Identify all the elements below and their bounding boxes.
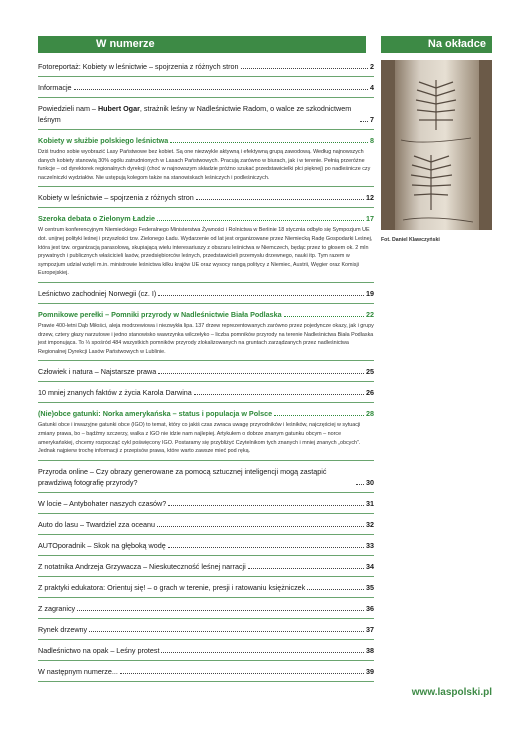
table-of-contents (38, 60, 374, 686)
leader-dots (194, 394, 364, 395)
toc-entry[interactable] (38, 644, 374, 661)
leader-dots (168, 505, 364, 506)
entry-title: (Nie)obce gatunki: Norka amerykańska – status i populacja w Polsce (38, 409, 273, 419)
leader-dots (77, 610, 364, 611)
entry-page: 38 (366, 645, 374, 655)
leader-dots (360, 121, 368, 122)
entry-page: 4 (370, 83, 374, 92)
leader-dots (74, 89, 368, 90)
toc-entry[interactable] (38, 191, 374, 208)
toc-entry-featured[interactable] (38, 407, 374, 460)
entry-page: 25 (366, 367, 374, 377)
toc-entry-featured[interactable] (38, 308, 374, 361)
leader-dots (89, 631, 364, 632)
entry-page: 30 (366, 477, 374, 487)
toc-entry-featured[interactable] (38, 134, 374, 187)
entry-description: Dziś trudno sobie wyobrazić Lasy Państwowe bez kobiet. Są one niezwykle aktywną i efektywną grupą zawodową. Według najnowszych danych kobiety stanowią 30% ogółu zatrudnionych w Lasach Państwowych. Pracują zarówno w biurach, jak i w terenie. Pełnią przeróżne funkcje – od dyrektorek regionalnych dyrekcji (choć w najnowszym składzie próżno szukać przedstawicielki płci pięknej) po nadleśniczе czy naczelniczki wydziałów. Nie ustępują kolegom także na stanowiskach leśniczych i podleśniczych. (38, 149, 371, 181)
leader-dots (168, 547, 364, 548)
toc-entry[interactable] (38, 581, 374, 598)
leader-dots (274, 415, 364, 416)
leader-dots (356, 484, 364, 485)
entry-title: Przyroda online – Czy obrazy generowane za pomocą sztucznej inteligencji mogą zastąpić prawdziwą fotografię przyrody? (38, 466, 327, 487)
entry-title: W następnym numerze... (38, 666, 118, 676)
leader-dots (120, 673, 364, 674)
leader-dots (170, 142, 368, 143)
leader-dots (161, 652, 364, 653)
entry-title: Pomnikowe perełki – Pomniki przyrody w Nadleśnictwie Biała Podlaska (38, 309, 282, 319)
leader-dots (158, 373, 364, 374)
toc-entry[interactable] (38, 287, 374, 304)
toc-entry[interactable] (38, 665, 374, 682)
toc-entry[interactable] (38, 497, 374, 514)
entry-title: Kobiety w służbie polskiego leśnictwa (38, 136, 169, 145)
toc-entry[interactable] (38, 102, 374, 130)
leader-dots (248, 568, 364, 569)
header-divider (38, 51, 366, 53)
entry-title (38, 103, 358, 125)
entry-page: 7 (370, 115, 374, 124)
entry-page: 35 (366, 582, 374, 592)
toc-entry[interactable] (38, 539, 374, 556)
entry-title: 10 mniej znanych faktów z życia Karola Darwina (38, 388, 192, 398)
leader-dots (284, 316, 364, 317)
toc-entry[interactable] (38, 81, 374, 98)
toc-entry[interactable] (38, 60, 374, 77)
entry-title: Z notatnika Andrzeja Grzywacza – Nieskuteczność leśnej narracji (38, 561, 246, 571)
toc-entry[interactable] (38, 465, 374, 493)
entry-title: Informacje (38, 83, 72, 92)
cover-photo (381, 60, 492, 230)
entry-page: 28 (366, 409, 374, 419)
leader-dots (307, 589, 364, 590)
toc-entry[interactable] (38, 386, 374, 403)
entry-page: 31 (366, 498, 374, 508)
photo-caption: Fot. Daniel Klawczyński (381, 237, 440, 243)
toc-entry-featured[interactable] (38, 212, 374, 283)
entry-page: 37 (366, 624, 374, 634)
leader-dots (158, 295, 364, 296)
entry-description: Prawie 400-letni Dąb Miłości, aleja modrzewiowa i niezwykła lipa. 137 drzew reprezentowanych zarówno przez pojedyncze okazy, jak i grupy drzew, cztery głazy narzutowe i jedno stanowisko wawrzynka wilczełyko – liczba pomników przyrody na terenie Nadleśnictwa Biała Podlaska jest imponująca. To ⅓ spośród 484 wszystkich pomników przyrody zlokalizowanych na gruntach zarządzanych przez nadleśnictwa Regionalnej Dyrekcji Lasów Państwowych w Lublinie. (38, 322, 374, 355)
title-suffix: , strażnik leśny w Nadleśnictwie Radom, o walce ze szkodnictwem leśnym (38, 104, 352, 124)
entry-page: 36 (366, 603, 374, 613)
entry-title: AUTOporadnik – Skok na głęboką wodę (38, 540, 166, 550)
entry-page: 26 (366, 388, 374, 398)
toc-entry[interactable] (38, 623, 374, 640)
entry-page: 17 (366, 214, 374, 224)
entry-title: Człowiek i natura – Najstarsze prawa (38, 367, 157, 377)
title-prefix: Powiedzieli nam – (38, 104, 98, 113)
entry-description: W centrum konferencyjnym Niemieckiego Federalnego Ministerstwa Żywności i Rolnictwa w Berlinie 18 stycznia odbyło się Sympozjum UE dot. unijnej polityki leśnej i przyszłości tzw. Zielonego Ładu. Wydarzenie od lat jest organizowane przez Niemiecką Radę Gospodarki Leśnej, która jest tzw. organizacją parasolową, skupiającą wielu interesariuszy z obszaru leśnictwa w Niemczech, będąc przez to głosem ok. 2 mln prywatnych i publicznych właścicieli lasów, przedsiębiorców leśnych, przedstawicieli przemysłu drzewnego, nauki itp. Tym razem w sympozjum udział wzięli m.in. ministrowie leśnictwa kilku krajów UE oraz wysocy rangą politycy z Niemiec, Austrii, Węgier oraz Komisji Europejskiej. (38, 227, 373, 277)
toc-entry[interactable] (38, 365, 374, 382)
entry-page: 12 (366, 193, 374, 203)
toc-entry[interactable] (38, 602, 374, 619)
entry-title: Z praktyki edukatora: Orientuj się! – o grach w terenie, presji i ratowaniu księżniczek (38, 582, 306, 592)
leader-dots (157, 220, 364, 221)
entry-description: Gatunki obce i inwazyjne gatunki obce (IGO) to temat, który co jakiś czas zwraca uwagę przyrodników i leśników, najczęściej w sytuacji zmiany prawa, bo – bądźmy szczerzy, walka z IGO nie idzie nam najlepiej. Artykułem o dobrze znanym gatunku obcym – norce amerykańskiej, chcemy rozpocząć cykl poświęcony IGO. Postaramy się przybliżyć Czytelnikom tych znanych i mniej znanych „obcych”. Jednak najpierw trochę informacji z przepisów prawa, które warto zawsze mieć pod ręką. (38, 422, 361, 455)
section-header-contents: W numerze (38, 36, 366, 52)
entry-page: 39 (366, 666, 374, 676)
entry-page: 19 (366, 288, 374, 298)
leader-dots (157, 526, 364, 527)
entry-title: Rynek drzewny (38, 624, 88, 634)
entry-title: Fotoreportaż: Kobiety w leśnictwie – spojrzenia z różnych stron (38, 62, 239, 71)
entry-page: 2 (370, 62, 374, 71)
leader-dots (196, 199, 364, 200)
entry-page: 22 (366, 309, 374, 319)
leader-dots (241, 68, 368, 69)
entry-page: 32 (366, 519, 374, 529)
section-header-cover: Na okładce (381, 36, 492, 52)
entry-page: 8 (370, 136, 374, 145)
entry-page: 33 (366, 540, 374, 550)
toc-entry[interactable] (38, 518, 374, 535)
interviewee-name: Hubert Ogar (97, 104, 140, 113)
toc-entry[interactable] (38, 560, 374, 577)
entry-title: Leśnictwo zachodniej Norwegii (cz. I) (38, 288, 157, 298)
entry-title: Nadleśnictwo na opak – Leśny protest (38, 645, 160, 655)
entry-title: W locie – Antybohater naszych czasów? (38, 498, 167, 508)
entry-title: Auto do lasu – Twardziel zza oceanu (38, 519, 155, 529)
entry-title: Kobiety w leśnictwie – spojrzenia z różnych stron (38, 193, 194, 203)
website-link[interactable]: www.laspolski.pl (411, 687, 492, 698)
entry-title: Z zagranicy (38, 603, 76, 613)
entry-title: Szeroka debata o Zielonym Ładzie (38, 214, 156, 224)
entry-page: 34 (366, 561, 374, 571)
header-divider (381, 51, 492, 53)
